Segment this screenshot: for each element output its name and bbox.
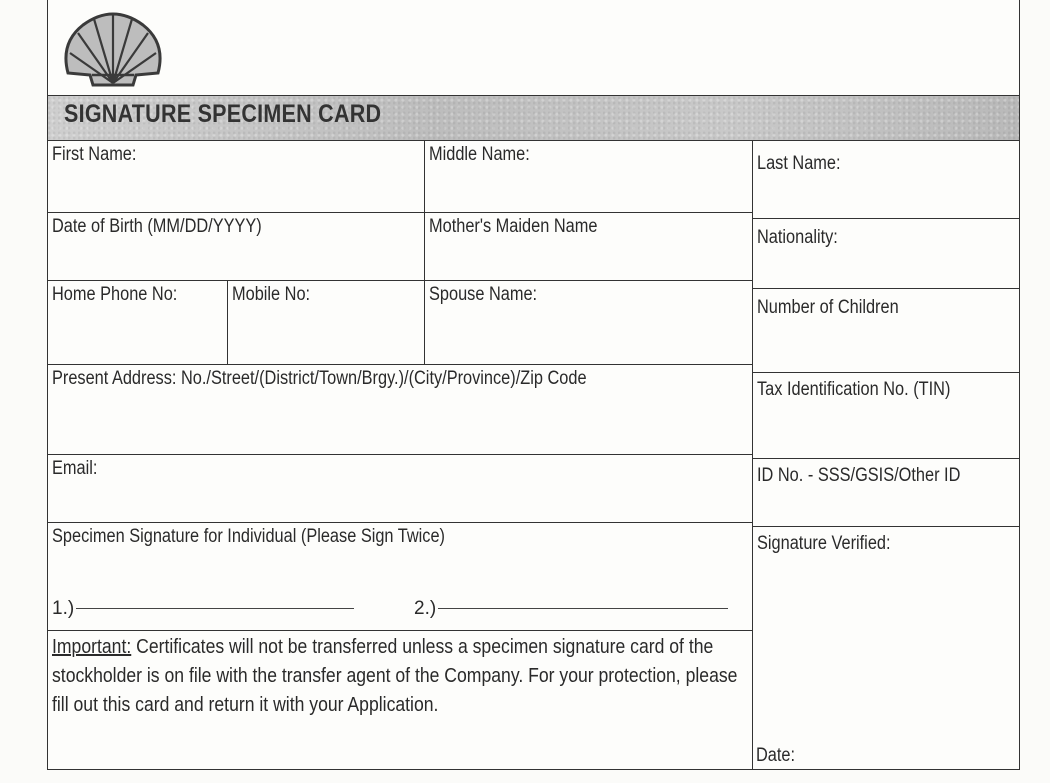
important-label: Important:: [52, 636, 132, 658]
id-no-field[interactable]: [753, 459, 1019, 527]
important-note: [48, 631, 753, 769]
signature-verified-area[interactable]: [753, 527, 1019, 769]
email-label: Email:: [52, 458, 98, 479]
mobile-label: Mobile No:: [232, 284, 311, 305]
children-field[interactable]: [753, 289, 1019, 373]
address-label: Present Address: No./Street/(District/Town/Brgy.)/(City/Province)/Zip Code: [52, 368, 587, 389]
first-name-label: First Name:: [52, 144, 137, 165]
dob-label: Date of Birth (MM/DD/YYYY): [52, 216, 262, 237]
last-name-field[interactable]: [753, 141, 1019, 219]
address-field[interactable]: [48, 365, 753, 455]
id-no-label: ID No. - SSS/GSIS/Other ID: [757, 465, 961, 486]
tin-field[interactable]: [753, 373, 1019, 459]
nationality-label: Nationality:: [757, 227, 838, 248]
signature-specimen-card: [47, 0, 1020, 770]
signature-verified-label: Signature Verified:: [757, 533, 891, 554]
children-label: Number of Children: [757, 297, 899, 318]
email-field[interactable]: [48, 455, 753, 523]
mothers-maiden-name-field[interactable]: [425, 213, 753, 281]
signature-1-label: 1.): [52, 598, 75, 619]
specimen-signature-label: Specimen Signature for Individual (Please Sign Twice): [52, 526, 445, 547]
home-phone-field[interactable]: [48, 281, 228, 365]
first-name-field[interactable]: [48, 141, 425, 213]
important-note-text: [52, 633, 756, 720]
spouse-name-label: Spouse Name:: [429, 284, 538, 305]
signature-lines: [52, 598, 742, 624]
middle-name-field[interactable]: [425, 141, 753, 213]
signature-2-label: 2.): [414, 598, 437, 619]
signature-line-1[interactable]: [52, 598, 354, 620]
signature-line-2[interactable]: [414, 598, 728, 620]
nationality-field[interactable]: [753, 219, 1019, 289]
last-name-label: Last Name:: [757, 153, 841, 174]
tin-label: Tax Identification No. (TIN): [757, 379, 951, 400]
home-phone-label: Home Phone No:: [52, 284, 178, 305]
form-title: SIGNATURE SPECIMEN CARD: [64, 100, 382, 128]
dob-field[interactable]: [48, 213, 425, 281]
spouse-name-field[interactable]: [425, 281, 753, 365]
date-label: Date:: [756, 745, 796, 766]
shell-logo-icon: [58, 3, 168, 87]
title-bar: [48, 95, 1019, 141]
specimen-signature-area[interactable]: [48, 523, 753, 631]
mothers-maiden-name-label: Mother's Maiden Name: [429, 216, 598, 237]
middle-name-label: Middle Name:: [429, 144, 530, 165]
important-body: Certificates will not be transferred unless a specimen signature card of the stockholder is on file with the transfer agent of the Company. For your protection, please fill out this card and return it with your Application.: [52, 636, 738, 716]
mobile-field[interactable]: [228, 281, 425, 365]
logo-area: [48, 0, 1019, 95]
